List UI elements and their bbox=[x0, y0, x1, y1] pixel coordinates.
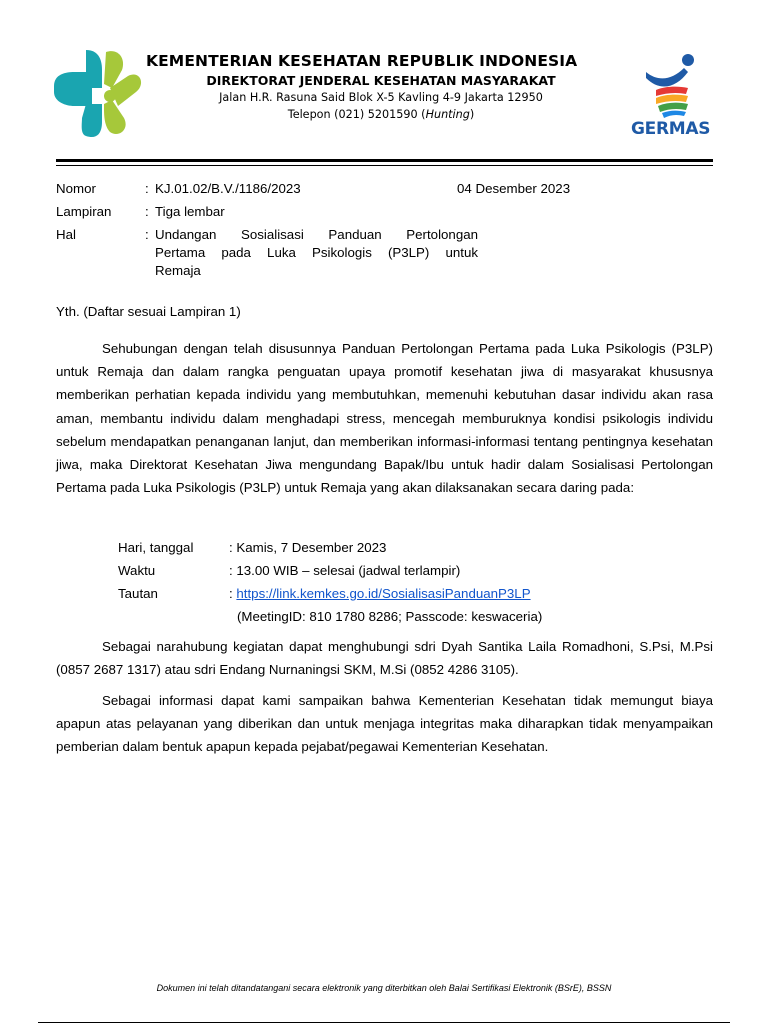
day-label: Hari, tanggal bbox=[118, 540, 194, 555]
letter-date: 04 Desember 2023 bbox=[457, 181, 571, 196]
e-signature-note: Dokumen ini telah ditandatangani secara elektronik yang diterbitkan oleh Balai Sertifikasi Elektronik (BSrE), BSSN bbox=[156, 983, 612, 993]
lampiran-label: Lampiran bbox=[56, 204, 112, 219]
hal-line-1: Undangan Sosialisasi Panduan Pertolongan bbox=[155, 227, 478, 242]
paragraph-3: Sebagai informasi dapat kami sampaikan bahwa Kementerian Kesehatan tidak memungut biaya apapun atas pelayanan yang diberikan dan untuk menjaga integritas maka diharapkan tidak menyampaikan pemberian dalam bentuk apapun kepada pejabat/pegawai Kementerian Kesehatan. bbox=[56, 693, 713, 755]
hal-colon: : bbox=[145, 227, 149, 242]
germas-label: GERMAS bbox=[631, 119, 711, 139]
hal-label: Hal bbox=[56, 227, 76, 242]
link-row bbox=[229, 582, 531, 605]
phone: Telepon (021) 5201590 (Hunting) bbox=[287, 108, 475, 121]
header-rule-thick bbox=[56, 159, 713, 162]
meeting-info: (MeetingID: 810 1780 8286; Passcode: keswaceria) bbox=[237, 609, 543, 624]
letterhead bbox=[146, 52, 616, 123]
directorate-name: DIREKTORAT JENDERAL KESEHATAN MASYARAKAT bbox=[206, 73, 556, 88]
meeting-link[interactable]: https://link.kemkes.go.id/SosialisasiPanduanP3LP bbox=[236, 586, 531, 601]
hal-value bbox=[155, 226, 478, 280]
lampiran-colon: : bbox=[145, 204, 149, 219]
ministry-name: KEMENTERIAN KESEHATAN REPUBLIK INDONESIA bbox=[146, 52, 578, 70]
paragraph-1: Sehubungan dengan telah disusunnya Panduan Pertolongan Pertama pada Luka Psikologis (P3LP) untuk Remaja dan dalam rangka penguatan upaya promotif kesehatan jiwa di masyarakat khususnya memberikan perhatian kepada individu yang membutuhkan, memenuhi kebutuhan dasar individu akan rasa aman, membantu individu dalam menghadapi stress, mencegah memburuknya kondisi psikologis individu sebelum mendapatkan penanganan lanjut, dan memberikan informasi-informasi tentang pentingnya kesehatan jiwa, maka Direktorat Kesehatan Jiwa mengundang Bapak/Ibu untuk hadir dalam Sosialisasi Pertolongan Pertama pada Luka Psikologis (P3LP) untuk Remaja yang akan dilaksanakan secara daring pada: bbox=[56, 341, 713, 496]
footer-rule bbox=[38, 1022, 730, 1023]
kemenkes-logo-icon bbox=[52, 48, 142, 140]
hal-line-2: Pertama pada Luka Psikologis (P3LP) untuk bbox=[155, 245, 478, 260]
header-rule-thin bbox=[56, 165, 713, 166]
hal-line-3: Remaja bbox=[155, 263, 201, 278]
time-value: : 13.00 WIB – selesai (jadwal terlampir) bbox=[229, 563, 461, 578]
nomor-colon: : bbox=[145, 181, 149, 196]
lampiran-value: Tiga lembar bbox=[155, 204, 225, 219]
paragraph-2: Sebagai narahubung kegiatan dapat menghubungi sdri Dyah Santika Laila Romadhoni, S.Psi, M.Psi (0857 2687 1317) atau sdri Endang Nurnaningsi SKM, M.Si (0852 4286 3105). bbox=[56, 639, 713, 678]
nomor-label: Nomor bbox=[56, 181, 96, 196]
recipient: Yth. (Daftar sesuai Lampiran 1) bbox=[56, 304, 241, 319]
address: Jalan H.R. Rasuna Said Blok X-5 Kavling 4-9 Jakarta 12950 bbox=[219, 91, 543, 104]
link-colon: : bbox=[229, 586, 237, 601]
nomor-value: KJ.01.02/B.V./1186/2023 bbox=[155, 181, 301, 196]
time-label: Waktu bbox=[118, 563, 156, 578]
day-value: : Kamis, 7 Desember 2023 bbox=[229, 540, 387, 555]
link-label: Tautan bbox=[118, 586, 158, 601]
